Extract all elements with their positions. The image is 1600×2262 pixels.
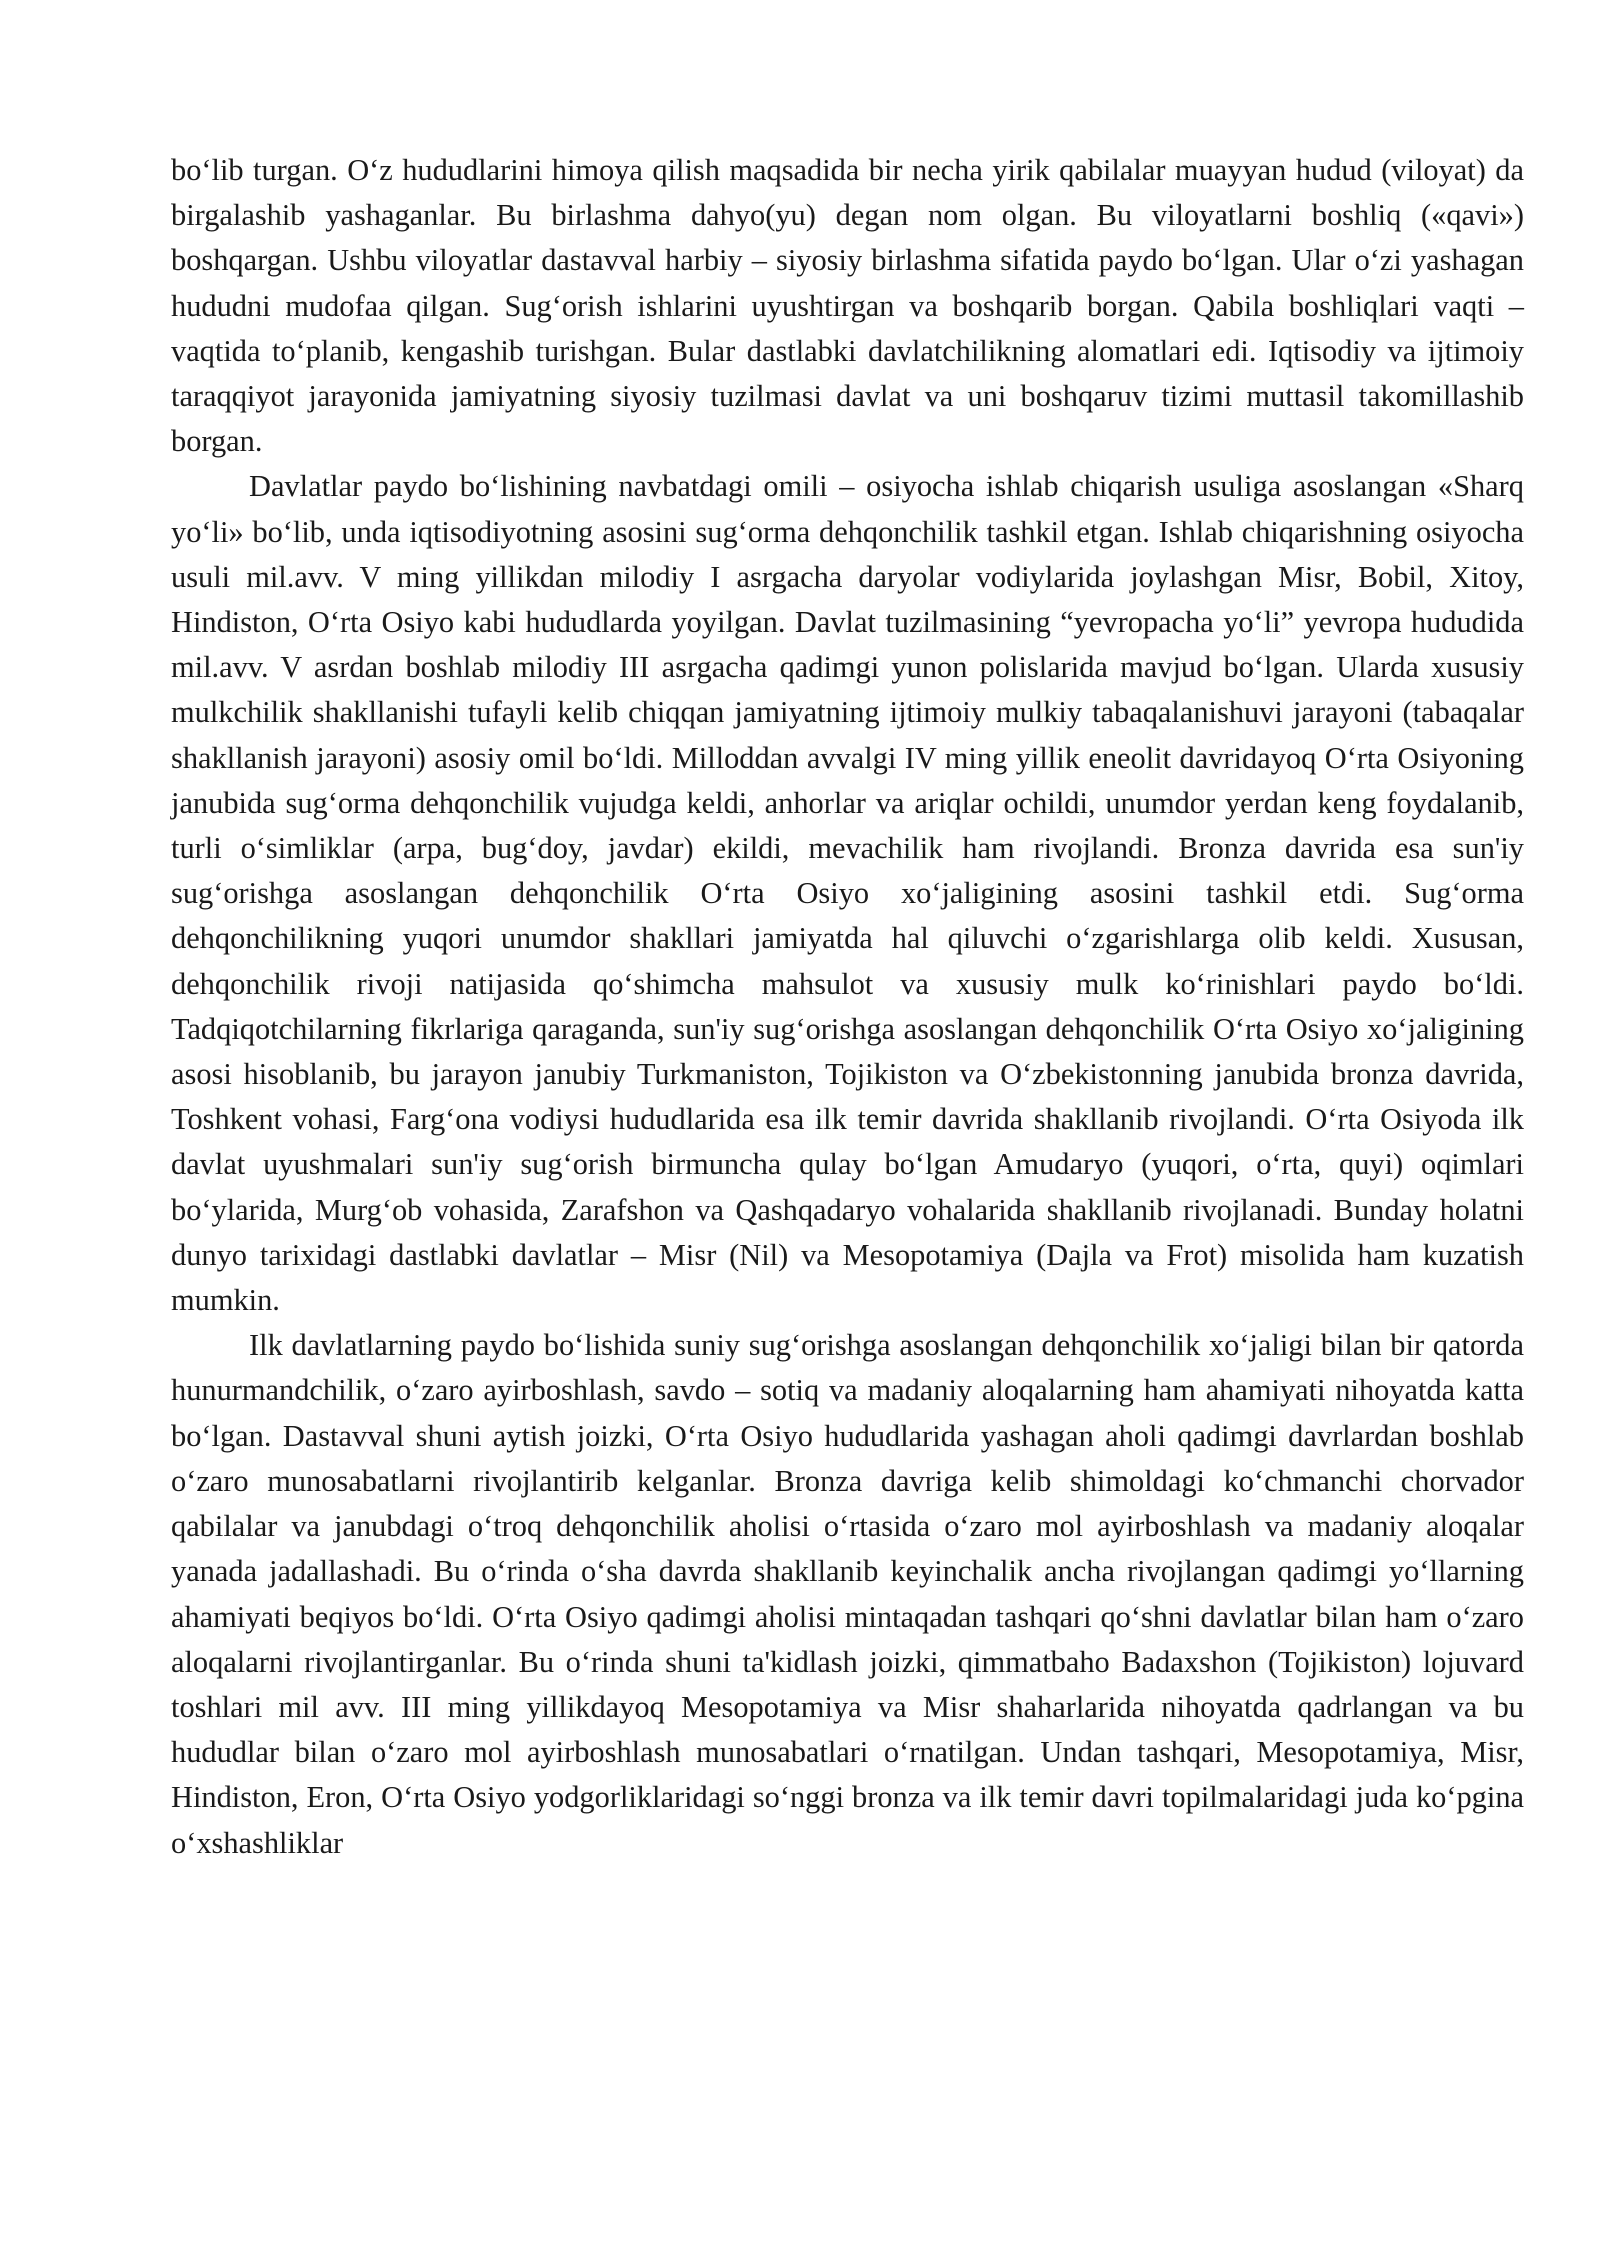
paragraph-state-formation: Davlatlar paydo bo‘lishining navbatdagi omili – osiyocha ishlab chiqarish usuliga asoslangan «Sharq yo‘li» bo‘lib, unda iqtisodiyotning asosini sug‘orma dehqonchilik tashkil etgan. Ishlab chiqarishning osiyocha usuli mil.avv. V ming yillikdan milodiy I asrgacha daryolar vodiylarida joylashgan Misr, Bobil, Xitoy, Hindiston, O‘rta Osiyo kabi hududlarda yoyilgan. Davlat tuzilmasining “yevropacha yo‘li” yevropa hududida mil.avv. V asrdan boshlab milodiy III asrgacha qadimgi yunon polislarida mavjud bo‘lgan. Ularda xususiy mulkchilik shakllanishi tufayli kelib chiqqan jamiyatning ijtimoiy mulkiy tabaqalanishuvi jarayoni (tabaqalar shakllanish jarayoni) asosiy omil bo‘ldi. Milloddan avvalgi IV ming yillik eneolit davridayoq O‘rta Osiyoning janubida sug‘orma dehqonchilik vujudga keldi, anhorlar va ariqlar ochildi, unumdor yerdan keng foydalanib, turli o‘simliklar (arpa, bug‘doy, javdar) ekildi, mevachilik ham rivojlandi. Bronza davrida esa sun'iy sug‘orishga asoslangan dehqonchilik O‘rta Osiyo xo‘jaligining asosini tashkil etdi. Sug‘orma dehqonchilikning yuqori unumdor shakllari jamiyatda hal qiluvchi o‘zgarishlarga olib keldi. Xususan, dehqonchilik rivoji natijasida qo‘shimcha mahsulot va xususiy mulk ko‘rinishlari paydo bo‘ldi. Tadqiqotchilarning fikrlariga qaraganda, sun'iy sug‘orishga asoslangan dehqonchilik O‘rta Osiyo xo‘jaligining asosi hisoblanib, bu jarayon janubiy Turkmaniston, Tojikiston va O‘zbekistonning janubida bronza davrida, Toshkent vohasi, Farg‘ona vodiysi hududlarida esa ilk temir davrida shakllanib rivojlandi. O‘rta Osiyoda ilk davlat uyushmalari sun'iy sug‘orish birmuncha qulay bo‘lgan Amudaryo (yuqori, o‘rta, quyi) oqimlari bo‘ylarida, Murg‘ob vohasida, Zarafshon va Qashqadaryo vohalarida shakllanib rivojlanadi. Bunday holatni dunyo tarixidagi dastlabki davlatlar – Misr (Nil) va Mesopotamiya (Dajla va Frot) misolida ham kuzatish mumkin. bbox=[171, 469, 1524, 1318]
paragraph-trade-relations: Ilk davlatlarning paydo bo‘lishida suniy sug‘orishga asoslangan dehqonchilik xo‘jaligi bilan bir qatorda hunurmandchilik, o‘zaro ayirboshlash, savdo – sotiq va madaniy aloqalarning ham ahamiyati nihoyatda katta bo‘lgan. Dastavval shuni aytish joizki, O‘rta Osiyo hududlarida yashagan aholi qadimgi davrlardan boshlab o‘zaro munosabatlarni rivojlantirib kelganlar. Bronza davriga kelib shimoldagi ko‘chmanchi chorvador qabilalar va janubdagi o‘troq dehqonchilik aholisi o‘rtasida o‘zaro mol ayirboshlash va madaniy aloqalar yanada jadallashadi. Bu o‘rinda o‘sha davrda shakllanib keyinchalik ancha rivojlangan qadimgi yo‘llarning ahamiyati beqiyos bo‘ldi. O‘rta Osiyo qadimgi aholisi mintaqadan tashqari qo‘shni davlatlar bilan ham o‘zaro aloqalarni rivojlantirganlar. Bu o‘rinda shuni ta'kidlash joizki, qimmatbaho Badaxshon (Tojikiston) lojuvard toshlari mil avv. III ming yillikdayoq Mesopotamiya va Misr shaharlarida nihoyatda qadrlangan va bu hududlar bilan o‘zaro mol ayirboshlash munosabatlari o‘rnatilgan. Undan tashqari, Mesopotamiya, Misr, Hindiston, Eron, O‘rta Osiyo yodgorliklaridagi so‘nggi bronza va ilk temir davri topilmalaridagi juda ko‘pgina o‘xshashliklar bbox=[171, 1328, 1524, 1860]
document-page bbox=[171, 148, 1524, 1866]
paragraph-continuation: bo‘lib turgan. O‘z hududlarini himoya qilish maqsadida bir necha yirik qabilalar muayyan hudud (viloyat) da birgalashib yashaganlar. Bu birlashma dahyo(yu) degan nom olgan. Bu viloyatlarni boshliq («qavi») boshqargan. Ushbu viloyatlar dastavval harbiy – siyosiy birlashma sifatida paydo bo‘lgan. Ular o‘zi yashagan hududni mudofaa qilgan. Sug‘orish ishlarini uyushtirgan va boshqarib borgan. Qabila boshliqlari vaqti – vaqtida to‘planib, kengashib turishgan. Bular dastlabki davlatchilikning alomatlari edi. Iqtisodiy va ijtimoiy taraqqiyot jarayonida jamiyatning siyosiy tuzilmasi davlat va uni boshqaruv tizimi muttasil takomillashib borgan. bbox=[171, 153, 1524, 459]
